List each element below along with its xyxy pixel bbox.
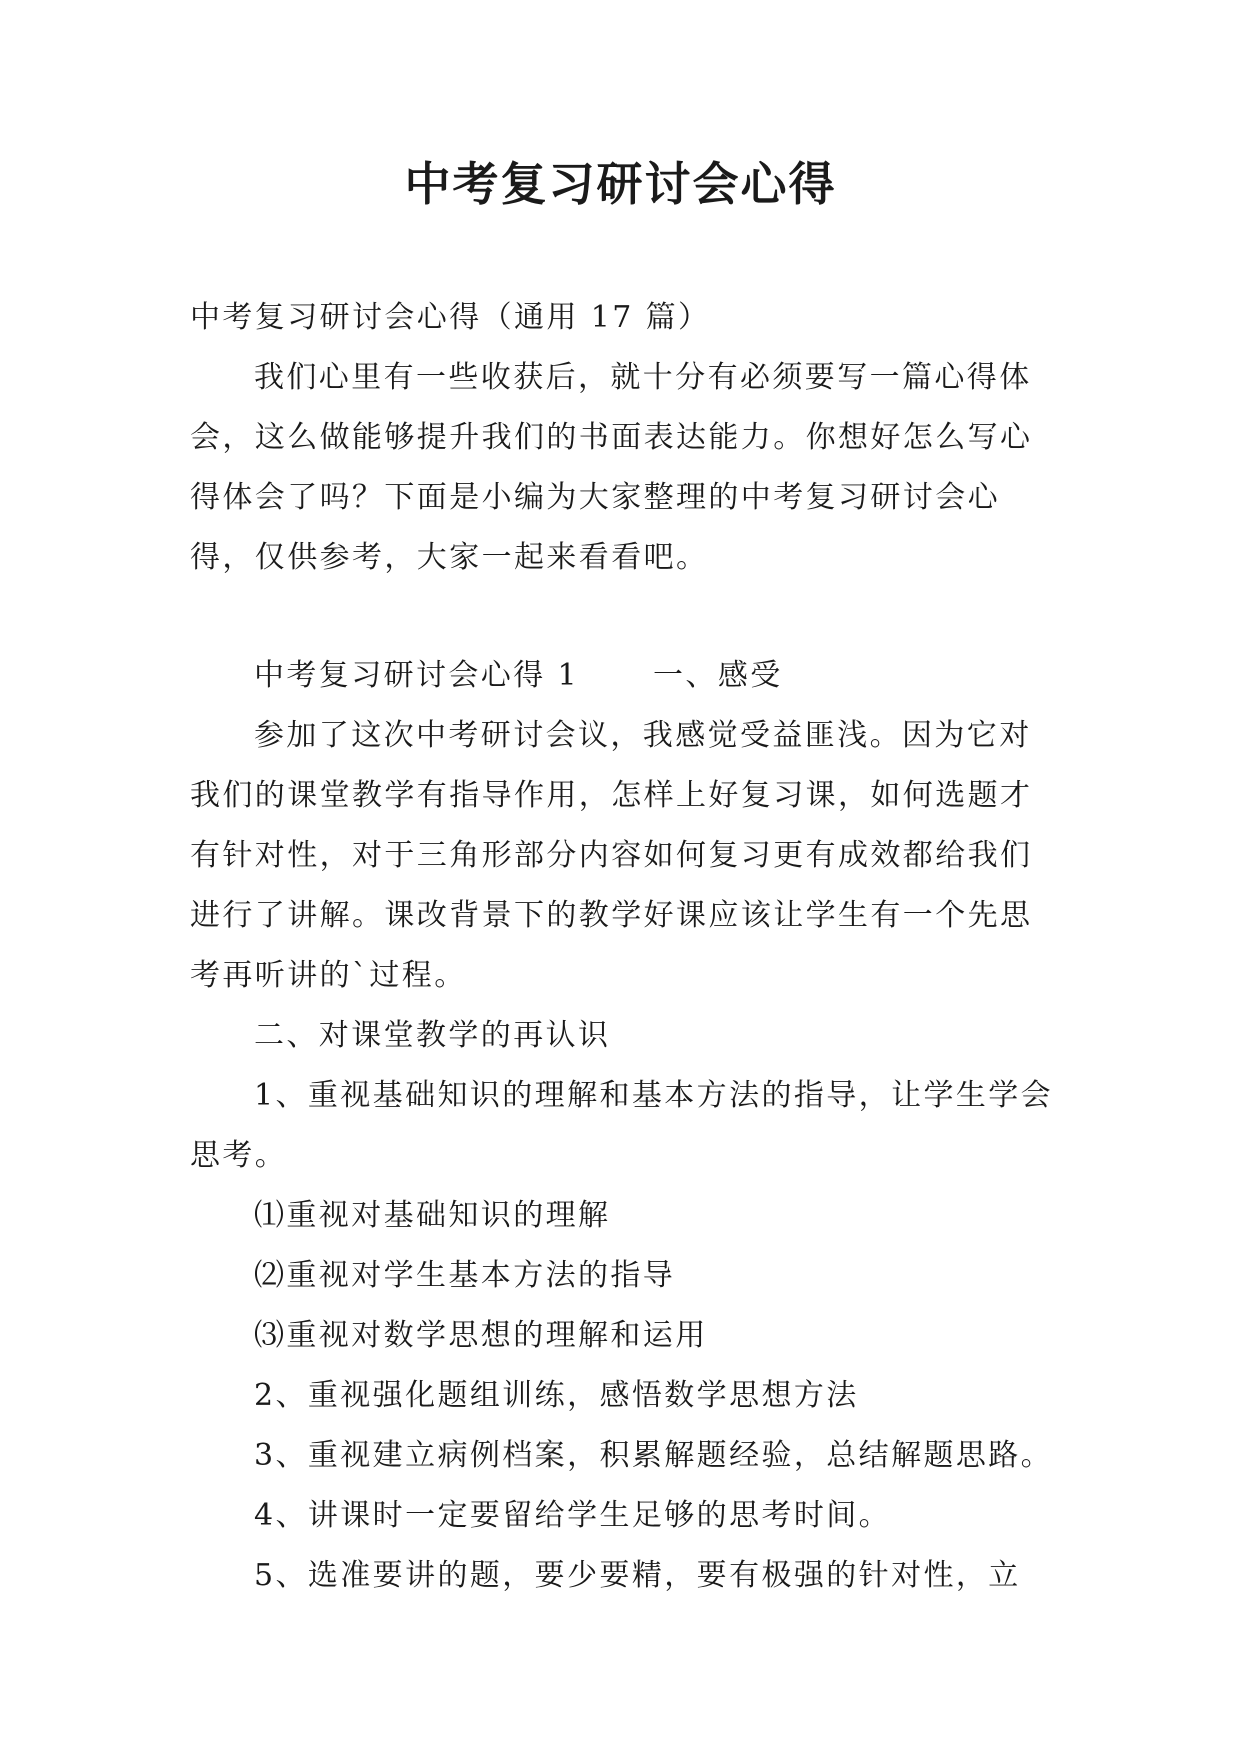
point-3: 3、重视建立病例档案，积累解题经验，总结解题思路。 [254,1438,1054,1473]
document-body [190,288,1060,1606]
paragraph-1: 参加了这次中考研讨会议，我感觉受益匪浅。因为它对我们的课堂教学有指导作用，怎样上好复习课，如何选题才有针对性，对于三角形部分内容如何复习更有成效都给我们进行了讲解。课改背景下的教学好课应该让学生有一个先思考再听讲的`过程。 [190,718,1033,993]
intro-paragraph: 我们心里有一些收获后，就十分有必须要写一篇心得体会，这么做能够提升我们的书面表达能力。你想好怎么写心得体会了吗？下面是小编为大家整理的中考复习研讨会心得，仅供参考，大家一起来看看吧。 [190,360,1033,575]
section-heading-reflection: 二、对课堂教学的再认识 [254,1018,611,1053]
section-title-line [190,646,1060,706]
point-4: 4、讲课时一定要留给学生足够的思考时间。 [254,1498,892,1533]
sub-point-2: ⑵重视对学生基本方法的指导 [254,1258,676,1293]
section-heading-feelings: 一、感受 [653,658,783,693]
point-2: 2、重视强化题组训练，感悟数学思想方法 [254,1378,859,1413]
sub-point-3: ⑶重视对数学思想的理解和运用 [254,1318,708,1353]
document-title: 中考复习研讨会心得 [404,157,837,211]
section-title: 中考复习研讨会心得 1 [254,658,580,693]
sub-point-1: ⑴重视对基础知识的理解 [254,1198,611,1233]
document-subtitle: 中考复习研讨会心得（通用 17 篇） [190,300,711,335]
paragraph-gap [190,588,1060,646]
point-5: 5、选准要讲的题，要少要精，要有极强的针对性，立 [254,1558,1021,1593]
point-1: 1、重视基础知识的理解和基本方法的指导，让学生学会思考。 [190,1078,1054,1173]
